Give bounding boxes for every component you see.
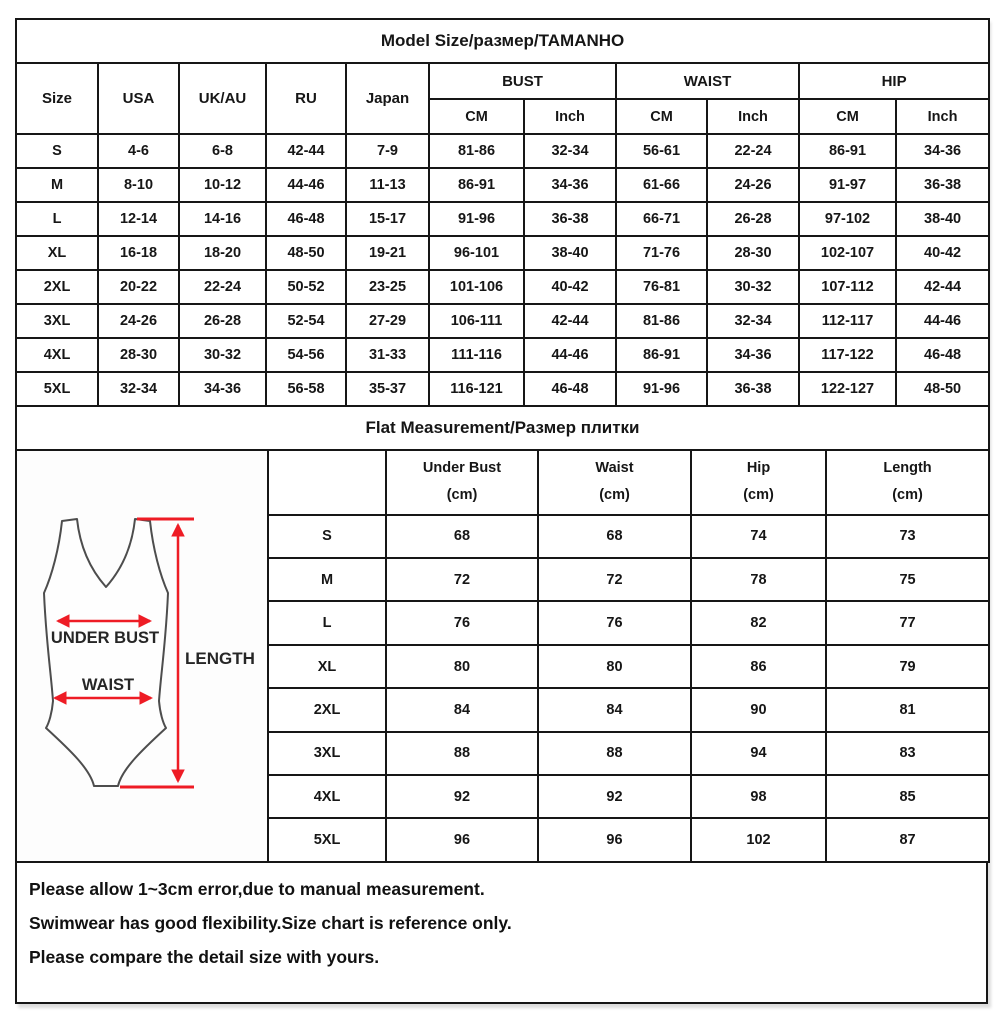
flat-header-label: Length <box>883 459 932 476</box>
size-value-cell: 117-122 <box>799 338 896 372</box>
size-value-cell: 22-24 <box>707 134 799 168</box>
size-value-cell: 90 <box>691 688 826 731</box>
size-value-cell: 101-106 <box>429 270 524 304</box>
size-value-cell: 14-16 <box>179 202 266 236</box>
size-value-cell: 38-40 <box>896 202 989 236</box>
model-size-title: Model Size/размер/TAMANHO <box>16 19 989 63</box>
size-value-cell: 106-111 <box>429 304 524 338</box>
size-row-label: 5XL <box>268 818 386 862</box>
size-value-cell: 96-101 <box>429 236 524 270</box>
size-value-cell: 26-28 <box>707 202 799 236</box>
swimsuit-diagram-svg <box>18 451 266 857</box>
size-value-cell: 91-96 <box>429 202 524 236</box>
table-row <box>16 304 989 338</box>
size-value-cell: 76 <box>386 601 538 644</box>
table-row <box>16 202 989 236</box>
size-value-cell: 10-12 <box>179 168 266 202</box>
size-value-cell: 42-44 <box>896 270 989 304</box>
size-value-cell: 86-91 <box>616 338 707 372</box>
size-value-cell: 30-32 <box>179 338 266 372</box>
size-value-cell: 36-38 <box>896 168 989 202</box>
flat-header-label: Waist <box>595 459 634 476</box>
size-value-cell: 42-44 <box>524 304 616 338</box>
note-line: Please compare the detail size with yours. <box>29 947 380 967</box>
size-value-cell: 48-50 <box>896 372 989 406</box>
size-value-cell: 27-29 <box>346 304 429 338</box>
size-value-cell: 74 <box>691 515 826 558</box>
size-value-cell: 61-66 <box>616 168 707 202</box>
size-value-cell: 96 <box>386 818 538 862</box>
flat-header-label: Under Bust <box>422 459 502 476</box>
size-row-label: S <box>16 134 98 168</box>
col-header-usa: USA <box>98 63 179 134</box>
size-row-label: XL <box>16 236 98 270</box>
size-row-label: 5XL <box>16 372 98 406</box>
size-value-cell: 34-36 <box>896 134 989 168</box>
size-value-cell: 54-56 <box>266 338 346 372</box>
size-value-cell: 48-50 <box>266 236 346 270</box>
size-row-label: 4XL <box>268 775 386 818</box>
group-header-hip: HIP <box>799 63 989 99</box>
size-value-cell: 91-96 <box>616 372 707 406</box>
size-value-cell: 8-10 <box>98 168 179 202</box>
size-value-cell: 16-18 <box>98 236 179 270</box>
size-value-cell: 31-33 <box>346 338 429 372</box>
size-value-cell: 44-46 <box>266 168 346 202</box>
size-value-cell: 83 <box>826 732 989 775</box>
size-row-label: 4XL <box>16 338 98 372</box>
flat-header-waist <box>538 450 691 515</box>
size-value-cell: 12-14 <box>98 202 179 236</box>
size-value-cell: 98 <box>691 775 826 818</box>
size-value-cell: 81 <box>826 688 989 731</box>
size-value-cell: 6-8 <box>179 134 266 168</box>
model-size-table <box>15 18 990 407</box>
size-row-label: L <box>16 202 98 236</box>
size-value-cell: 56-58 <box>266 372 346 406</box>
size-row-label: 3XL <box>16 304 98 338</box>
flat-header-unit: (cm) <box>599 487 630 504</box>
size-value-cell: 26-28 <box>179 304 266 338</box>
size-value-cell: 91-97 <box>799 168 896 202</box>
size-value-cell: 92 <box>538 775 691 818</box>
table-row <box>16 134 989 168</box>
size-value-cell: 85 <box>826 775 989 818</box>
size-value-cell: 81-86 <box>616 304 707 338</box>
size-value-cell: 4-6 <box>98 134 179 168</box>
size-value-cell: 73 <box>826 515 989 558</box>
table-row <box>16 270 989 304</box>
size-value-cell: 86-91 <box>799 134 896 168</box>
size-value-cell: 36-38 <box>707 372 799 406</box>
table-row <box>16 236 989 270</box>
size-value-cell: 96 <box>538 818 691 862</box>
table-title-row <box>16 19 989 63</box>
size-value-cell: 84 <box>386 688 538 731</box>
size-value-cell: 44-46 <box>524 338 616 372</box>
col-header-size: Size <box>16 63 98 134</box>
size-chart-sheet <box>15 18 988 1004</box>
size-value-cell: 34-36 <box>707 338 799 372</box>
swimsuit-measurement-diagram <box>16 450 268 862</box>
table-row <box>16 338 989 372</box>
size-value-cell: 44-46 <box>896 304 989 338</box>
size-row-label: XL <box>268 645 386 688</box>
flat-header-unit: (cm) <box>446 487 478 504</box>
size-value-cell: 38-40 <box>524 236 616 270</box>
flat-header-under-bust <box>386 450 538 515</box>
size-row-label: S <box>268 515 386 558</box>
size-value-cell: 22-24 <box>179 270 266 304</box>
size-value-cell: 24-26 <box>707 168 799 202</box>
size-value-cell: 46-48 <box>266 202 346 236</box>
header-row <box>16 63 989 99</box>
size-value-cell: 81-86 <box>429 134 524 168</box>
size-value-cell: 30-32 <box>707 270 799 304</box>
size-value-cell: 84 <box>538 688 691 731</box>
flat-header-unit: (cm) <box>892 487 923 504</box>
size-value-cell: 79 <box>826 645 989 688</box>
col-header-ukau: UK/AU <box>179 63 266 134</box>
swimsuit-outline <box>44 519 168 786</box>
size-row-label: 3XL <box>268 732 386 775</box>
size-value-cell: 28-30 <box>707 236 799 270</box>
size-value-cell: 80 <box>386 645 538 688</box>
size-value-cell: 94 <box>691 732 826 775</box>
length-label: LENGTH <box>185 649 255 668</box>
size-value-cell: 34-36 <box>179 372 266 406</box>
size-value-cell: 35-37 <box>346 372 429 406</box>
unit-header-bust-cm: CM <box>429 99 524 134</box>
size-value-cell: 111-116 <box>429 338 524 372</box>
size-value-cell: 15-17 <box>346 202 429 236</box>
size-value-cell: 46-48 <box>896 338 989 372</box>
size-value-cell: 86 <box>691 645 826 688</box>
unit-header-bust-inch: Inch <box>524 99 616 134</box>
size-value-cell: 68 <box>538 515 691 558</box>
flat-header-hip <box>691 450 826 515</box>
table-row <box>16 168 989 202</box>
size-value-cell: 72 <box>538 558 691 601</box>
flat-header-length <box>826 450 989 515</box>
flat-header-blank <box>268 450 386 515</box>
size-value-cell: 86-91 <box>429 168 524 202</box>
size-value-cell: 82 <box>691 601 826 644</box>
size-value-cell: 32-34 <box>98 372 179 406</box>
size-value-cell: 76 <box>538 601 691 644</box>
size-value-cell: 56-61 <box>616 134 707 168</box>
size-value-cell: 75 <box>826 558 989 601</box>
size-value-cell: 50-52 <box>266 270 346 304</box>
size-value-cell: 102-107 <box>799 236 896 270</box>
size-value-cell: 112-117 <box>799 304 896 338</box>
size-row-label: M <box>268 558 386 601</box>
flat-header-row <box>16 450 989 515</box>
size-value-cell: 40-42 <box>524 270 616 304</box>
size-value-cell: 71-76 <box>616 236 707 270</box>
note-line: Swimwear has good flexibility.Size chart is reference only. <box>29 913 512 933</box>
size-value-cell: 97-102 <box>799 202 896 236</box>
group-header-waist: WAIST <box>616 63 799 99</box>
size-value-cell: 88 <box>538 732 691 775</box>
size-value-cell: 52-54 <box>266 304 346 338</box>
size-value-cell: 23-25 <box>346 270 429 304</box>
size-value-cell: 42-44 <box>266 134 346 168</box>
note-line: Please allow 1~3cm error,due to manual measurement. <box>29 879 485 899</box>
unit-header-waist-cm: CM <box>616 99 707 134</box>
size-value-cell: 122-127 <box>799 372 896 406</box>
size-value-cell: 46-48 <box>524 372 616 406</box>
under-bust-label: UNDER BUST <box>50 629 160 647</box>
size-row-label: 2XL <box>268 688 386 731</box>
size-value-cell: 68 <box>386 515 538 558</box>
flat-measurement-table <box>15 405 990 863</box>
table-row <box>16 372 989 406</box>
size-value-cell: 66-71 <box>616 202 707 236</box>
size-value-cell: 18-20 <box>179 236 266 270</box>
flat-header-label: Hip <box>746 459 771 476</box>
size-value-cell: 76-81 <box>616 270 707 304</box>
unit-header-hip-cm: CM <box>799 99 896 134</box>
size-value-cell: 92 <box>386 775 538 818</box>
unit-header-waist-inch: Inch <box>707 99 799 134</box>
size-row-label: L <box>268 601 386 644</box>
size-value-cell: 40-42 <box>896 236 989 270</box>
size-value-cell: 32-34 <box>524 134 616 168</box>
size-value-cell: 72 <box>386 558 538 601</box>
measurement-notes <box>15 861 988 1004</box>
size-row-label: 2XL <box>16 270 98 304</box>
flat-header-unit: (cm) <box>743 487 774 504</box>
size-value-cell: 77 <box>826 601 989 644</box>
size-value-cell: 80 <box>538 645 691 688</box>
size-value-cell: 78 <box>691 558 826 601</box>
size-value-cell: 107-112 <box>799 270 896 304</box>
size-value-cell: 7-9 <box>346 134 429 168</box>
group-header-bust: BUST <box>429 63 616 99</box>
size-value-cell: 11-13 <box>346 168 429 202</box>
waist-label: WAIST <box>81 676 135 694</box>
size-value-cell: 88 <box>386 732 538 775</box>
size-value-cell: 87 <box>826 818 989 862</box>
size-row-label: M <box>16 168 98 202</box>
size-value-cell: 102 <box>691 818 826 862</box>
size-value-cell: 36-38 <box>524 202 616 236</box>
size-value-cell: 32-34 <box>707 304 799 338</box>
size-value-cell: 20-22 <box>98 270 179 304</box>
size-value-cell: 34-36 <box>524 168 616 202</box>
size-value-cell: 19-21 <box>346 236 429 270</box>
size-value-cell: 116-121 <box>429 372 524 406</box>
flat-measurement-title: Flat Measurement/Размер плитки <box>16 406 989 450</box>
size-value-cell: 28-30 <box>98 338 179 372</box>
table-title-row <box>16 406 989 450</box>
size-value-cell: 24-26 <box>98 304 179 338</box>
col-header-ru: RU <box>266 63 346 134</box>
col-header-japan: Japan <box>346 63 429 134</box>
unit-header-hip-inch: Inch <box>896 99 989 134</box>
